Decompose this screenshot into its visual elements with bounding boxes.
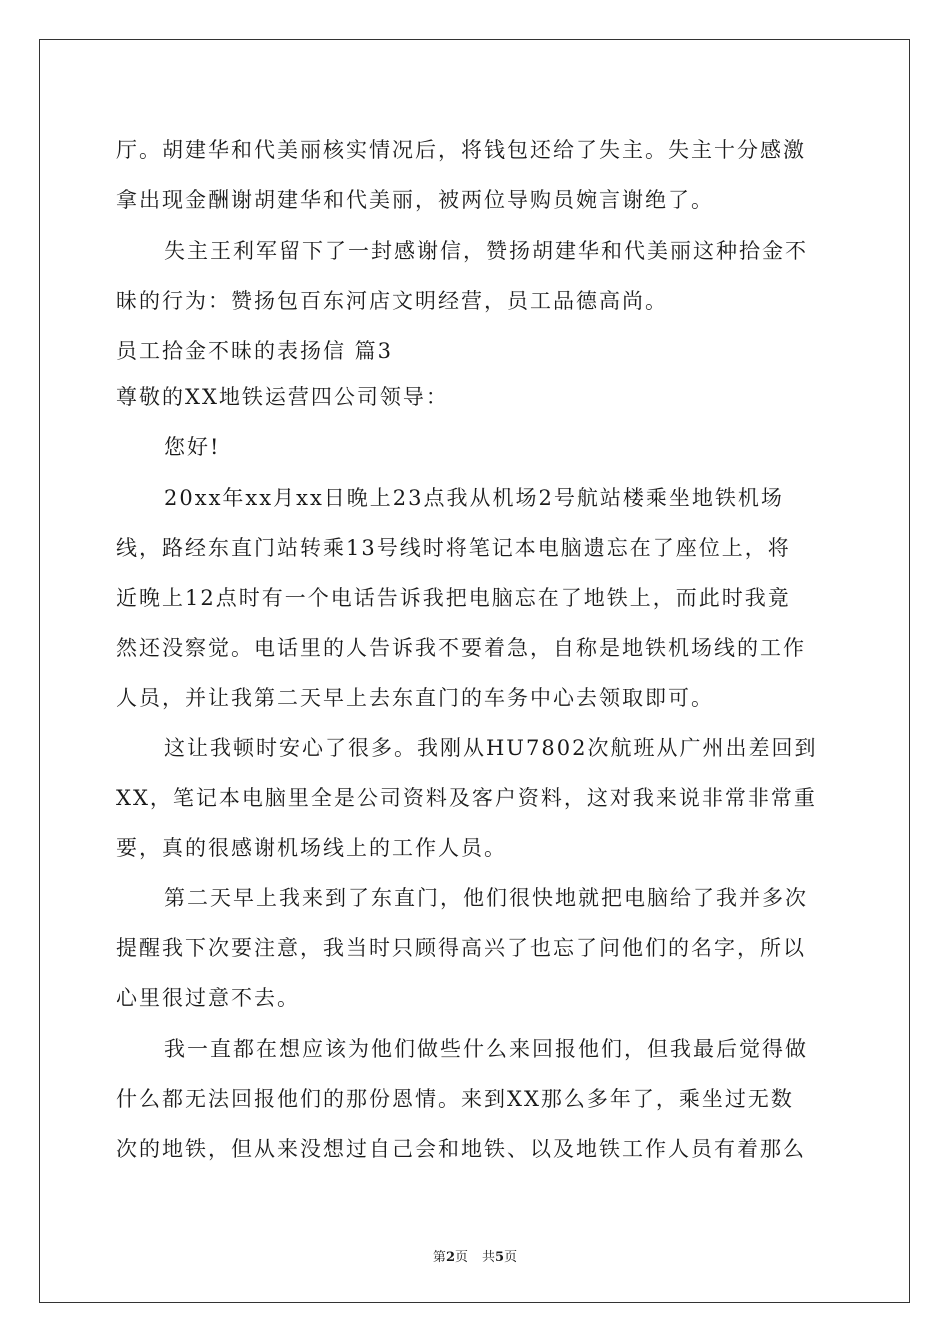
current-page-number: 2 bbox=[445, 1250, 455, 1265]
page-number-suffix: 页 bbox=[454, 1250, 468, 1265]
total-pages-prefix: 共 bbox=[482, 1250, 496, 1265]
paragraph-line: 人员，并让我第二天早上去东直门的车务中心去领取即可。 bbox=[116, 686, 714, 710]
paragraph-line: 什么都无法回报他们的那份恩情。来到XX那么多年了，乘坐过无数 bbox=[116, 1087, 794, 1111]
total-page-count: 5 bbox=[495, 1250, 505, 1265]
greeting: 您好! bbox=[164, 435, 221, 459]
paragraph-line: 然还没察觉。电话里的人告诉我不要着急，自称是地铁机场线的工作 bbox=[116, 636, 806, 660]
paragraph-line: 厅。胡建华和代美丽核实情况后，将钱包还给了失主。失主十分感激 bbox=[116, 138, 806, 162]
total-pages-suffix: 页 bbox=[504, 1250, 518, 1265]
paragraph-line: 要，真的很感谢机场线上的工作人员。 bbox=[116, 836, 507, 860]
paragraph-line: 这让我顿时安心了很多。我刚从HU7802次航班从广州出差回到 bbox=[164, 736, 818, 760]
salutation: 尊敬的XX地铁运营四公司领导： bbox=[116, 385, 449, 409]
page-number-prefix: 第 bbox=[432, 1250, 446, 1265]
paragraph-line: 我一直都在想应该为他们做些什么来回报他们，但我最后觉得做 bbox=[164, 1037, 808, 1061]
paragraph-line: 近晚上12点时有一个电话告诉我把电脑忘在了地铁上，而此时我竟 bbox=[116, 586, 791, 610]
paragraph-line: 昧的行为：赞扬包百东河店文明经营，员工品德高尚。 bbox=[116, 289, 668, 313]
paragraph-line: 失主王利军留下了一封感谢信，赞扬胡建华和代美丽这种拾金不 bbox=[164, 239, 808, 263]
page-footer bbox=[0, 1250, 950, 1266]
paragraph-line: 线，路经东直门站转乘13号线时将笔记本电脑遗忘在了座位上，将 bbox=[116, 536, 791, 560]
paragraph-line: 次的地铁，但从来没想过自己会和地铁、以及地铁工作人员有着那么 bbox=[116, 1137, 806, 1161]
paragraph-line: 第二天早上我来到了东直门，他们很快地就把电脑给了我并多次 bbox=[164, 886, 808, 910]
paragraph-line: 20xx年xx月xx日晚上23点我从机场2号航站楼乘坐地铁机场 bbox=[164, 486, 784, 510]
section-heading: 员工拾金不昧的表扬信 篇3 bbox=[116, 339, 394, 363]
paragraph-line: 心里很过意不去。 bbox=[116, 986, 300, 1010]
paragraph-line: XX，笔记本电脑里全是公司资料及客户资料，这对我来说非常非常重 bbox=[116, 786, 817, 810]
paragraph-line: 拿出现金酬谢胡建华和代美丽，被两位导购员婉言谢绝了。 bbox=[116, 188, 714, 212]
paragraph-line: 提醒我下次要注意，我当时只顾得高兴了也忘了问他们的名字，所以 bbox=[116, 936, 806, 960]
